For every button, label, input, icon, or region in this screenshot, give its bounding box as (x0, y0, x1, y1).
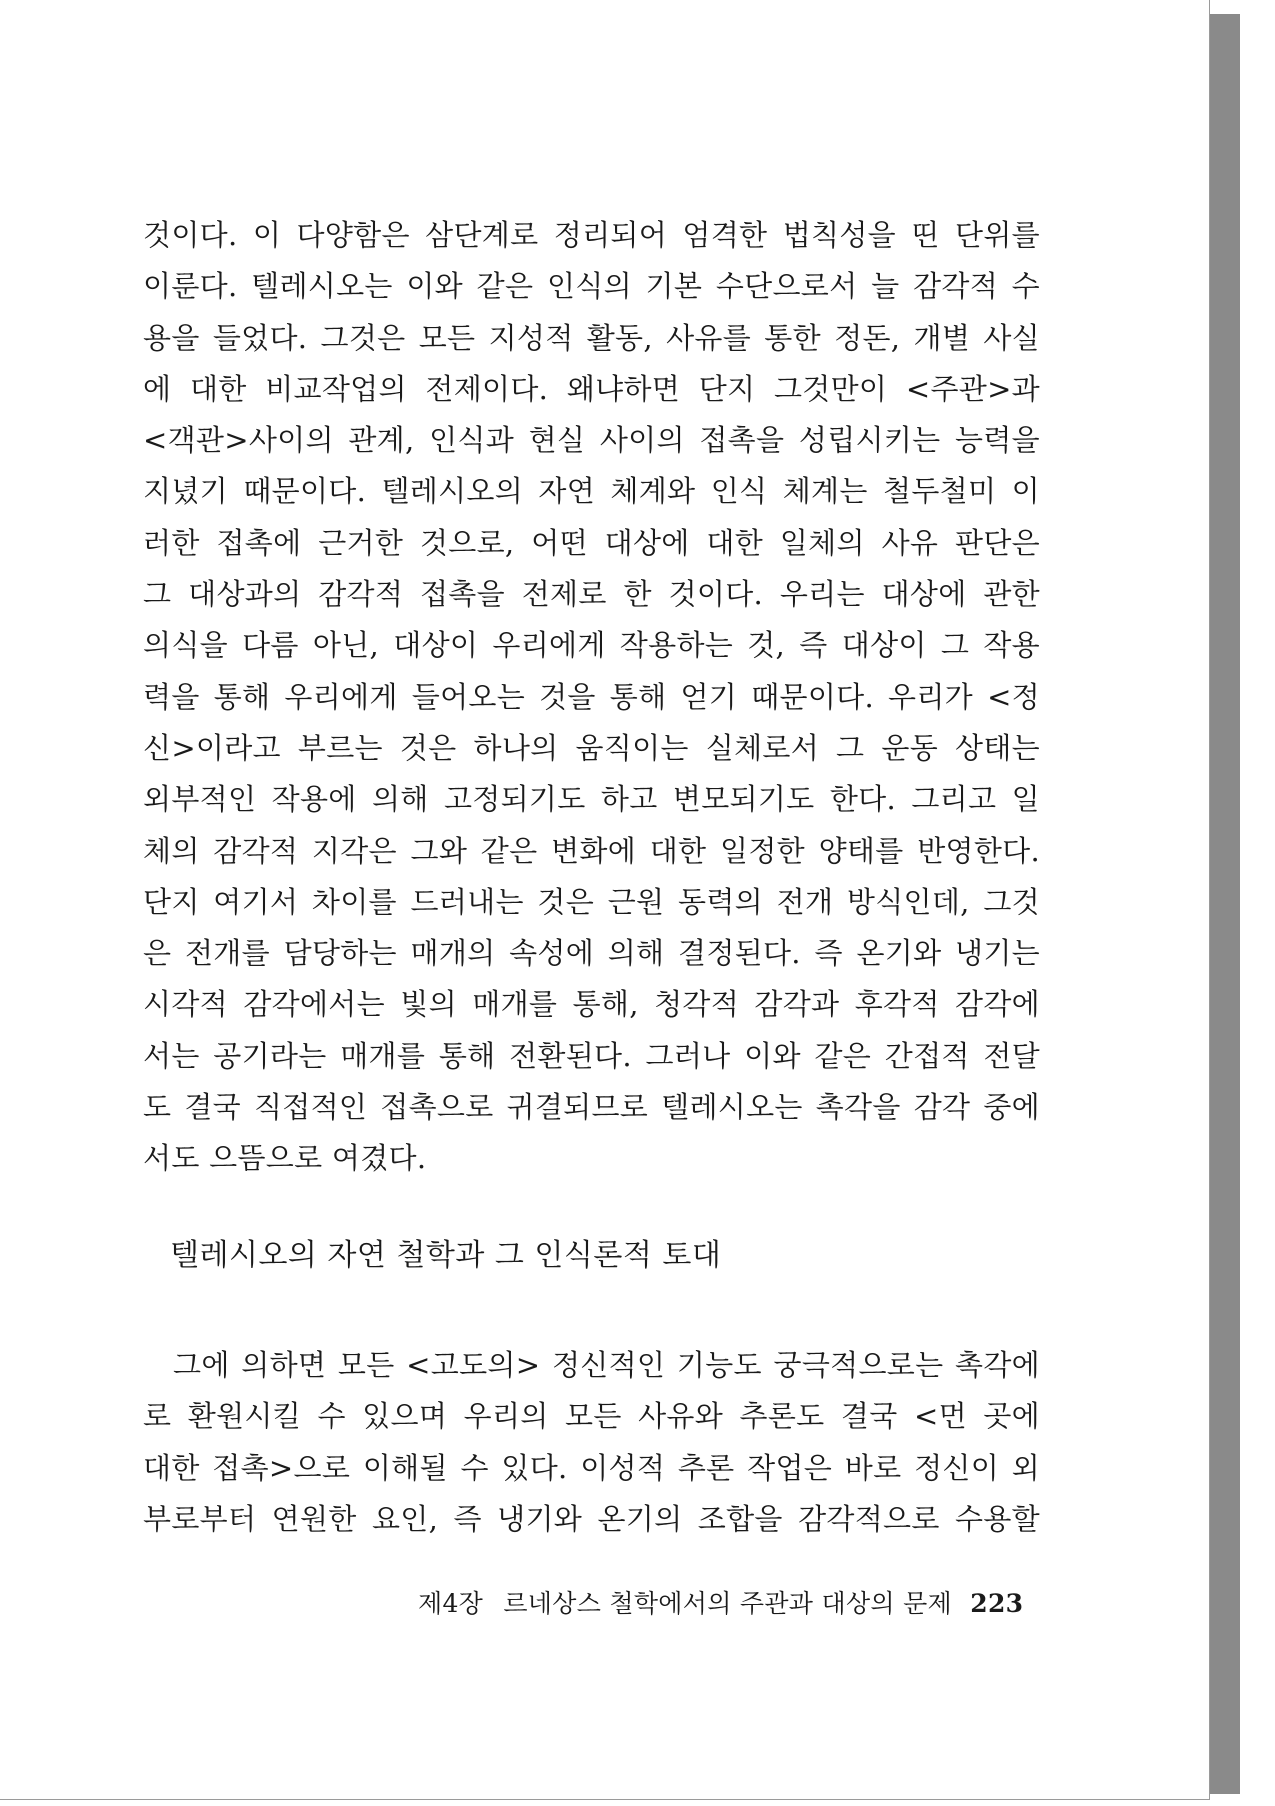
text-line: <객관>사이의 관계, 인식과 현실 사이의 접촉을 성립시키는 능력을 (143, 423, 1040, 458)
text-line: 서는 공기라는 매개를 통해 전환된다. 그러나 이와 같은 간접적 전달 (143, 1038, 1040, 1073)
footer-chapter-title: 르네상스 철학에서의 주관과 대상의 문제 (503, 1589, 952, 1618)
footer-chapter: 제4장 (418, 1589, 484, 1618)
text-line: 지녔기 때문이다. 텔레시오의 자연 체계와 인식 체계는 철두철미 이 (143, 474, 1040, 509)
text-line: 용을 들었다. 그것은 모든 지성적 활동, 사유를 통한 정돈, 개별 사실 (143, 320, 1040, 355)
text-line: 러한 접촉에 근거한 것으로, 어떤 대상에 대한 일체의 사유 판단은 (143, 525, 1040, 560)
text-line: 신>이라고 부르는 것은 하나의 움직이는 실체로서 그 운동 상태는 (143, 730, 1040, 765)
text-line: 의식을 다름 아닌, 대상이 우리에게 작용하는 것, 즉 대상이 그 작용 (143, 628, 1040, 663)
text-line: 단지 여기서 차이를 드러내는 것은 근원 동력의 전개 방식인데, 그것 (143, 884, 1040, 919)
text-line: 그 대상과의 감각적 접촉을 전제로 한 것이다. 우리는 대상에 관한 (143, 577, 1040, 612)
text-line: 도 결국 직접적인 접촉으로 귀결되므로 텔레시오는 촉각을 감각 중에 (143, 1090, 1040, 1125)
text-line: 이룬다. 텔레시오는 이와 같은 인식의 기본 수단으로서 늘 감각적 수 (143, 269, 1040, 304)
page-footer (418, 1586, 1023, 1622)
text-line: 것이다. 이 다양함은 삼단계로 정리되어 엄격한 법칙성을 띤 단위를 (143, 218, 1040, 252)
paragraph-2-text (143, 1340, 1040, 1545)
text-line: 체의 감각적 지각은 그와 같은 변화에 대한 일정한 양태를 반영한다. (143, 833, 1040, 868)
text-line: 부로부터 연원한 요인, 즉 냉기와 온기의 조합을 감각적으로 수용할 (143, 1501, 1040, 1536)
body-paragraph-1 (143, 210, 1040, 1185)
body-paragraph-2 (143, 1340, 1040, 1545)
text-line: 외부적인 작용에 의해 고정되기도 하고 변모되기도 한다. 그리고 일 (143, 782, 1040, 817)
text-line: 그에 의하면 모든 <고도의> 정신적인 기능도 궁극적으로는 촉각에 (173, 1348, 1040, 1382)
text-line: 시각적 감각에서는 빛의 매개를 통해, 청각적 감각과 후각적 감각에 (143, 987, 1040, 1022)
text-line: 서도 으뜸으로 여겼다. (143, 1141, 427, 1176)
text-line: 에 대한 비교작업의 전제이다. 왜냐하면 단지 그것만이 <주관>과 (143, 371, 1040, 406)
text-line: 은 전개를 담당하는 매개의 속성에 의해 결정된다. 즉 온기와 냉기는 (143, 936, 1040, 971)
text-line: 대한 접촉>으로 이해될 수 있다. 이성적 추론 작업은 바로 정신이 외 (143, 1450, 1040, 1485)
paragraph-1-text (143, 210, 1040, 1185)
text-line: 력을 통해 우리에게 들어오는 것을 통해 얻기 때문이다. 우리가 <정 (143, 679, 1040, 714)
page-number: 223 (970, 1589, 1024, 1618)
section-heading: 텔레시오의 자연 철학과 그 인식론적 토대 (170, 1238, 722, 1273)
text-line: 로 환원시킬 수 있으며 우리의 모든 사유와 추론도 결국 <먼 곳에 (143, 1399, 1040, 1434)
